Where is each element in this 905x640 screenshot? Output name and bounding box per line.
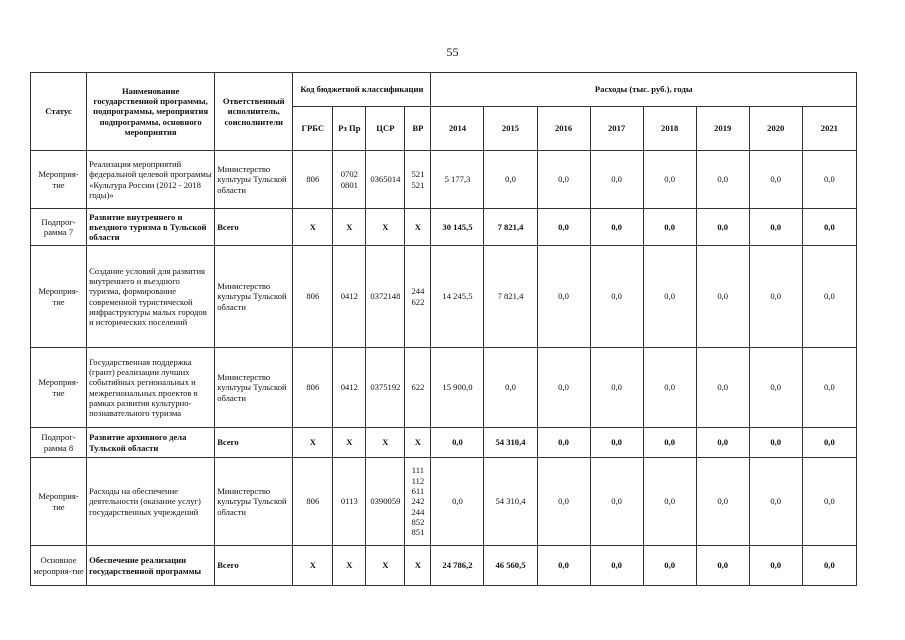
csr-cell: Х (366, 546, 405, 586)
grbs-cell: 806 (293, 348, 333, 428)
table-row (31, 348, 857, 428)
csr-header: ЦСР (366, 107, 405, 151)
grbs-cell: 806 (293, 151, 333, 209)
status-cell: Основное мероприя-тие (31, 546, 87, 586)
vr-cell: 244 622 (405, 246, 431, 348)
year-header-2021: 2021 (802, 107, 856, 151)
value-cell-2017: 0,0 (590, 546, 643, 586)
value-cell-2020: 0,0 (749, 348, 802, 428)
executor-cell: Всего (215, 546, 293, 586)
rzpr-cell: Х (333, 209, 366, 246)
value-cell-2020: 0,0 (749, 246, 802, 348)
value-cell-2014: 24 786,2 (431, 546, 484, 586)
table-row (31, 458, 857, 546)
value-cell-2019: 0,0 (696, 151, 749, 209)
value-cell-2016: 0,0 (537, 348, 590, 428)
value-cell-2014: 15 900,0 (431, 348, 484, 428)
value-cell-2020: 0,0 (749, 458, 802, 546)
value-cell-2014: 30 145,5 (431, 209, 484, 246)
name-cell: Расходы на обеспечение деятельности (оказание услуг) государственных учреждений (87, 458, 215, 546)
status-cell: Мероприя-тие (31, 246, 87, 348)
value-cell-2016: 0,0 (537, 246, 590, 348)
value-cell-2015: 46 560,5 (484, 546, 537, 586)
value-cell-2016: 0,0 (537, 209, 590, 246)
value-cell-2015: 0,0 (484, 151, 537, 209)
value-cell-2015: 54 310,4 (484, 428, 537, 458)
executor-cell: Министерство культуры Тульской области (215, 246, 293, 348)
value-cell-2018: 0,0 (643, 458, 696, 546)
table-row (31, 428, 857, 458)
grbs-cell: 806 (293, 458, 333, 546)
name-header: Наименование государственной программы, подпрограммы, мероприятия подпрограммы, основного мероприятия (87, 73, 215, 151)
status-cell: Мероприя-тие (31, 458, 87, 546)
rzpr-cell: Х (333, 428, 366, 458)
table-row (31, 151, 857, 209)
page-number: 55 (446, 45, 459, 59)
status-header: Статус (31, 73, 87, 151)
name-cell: Развитие внутреннего и въездного туризма в Тульской области (87, 209, 215, 246)
value-cell-2018: 0,0 (643, 428, 696, 458)
name-cell: Создание условий для развития внутреннего и въездного туризма, формирование современной туристической инфраструктуры малых городов и исторических поселений (87, 246, 215, 348)
year-header-2015: 2015 (484, 107, 537, 151)
value-cell-2015: 7 821,4 (484, 209, 537, 246)
value-cell-2014: 14 245,5 (431, 246, 484, 348)
value-cell-2018: 0,0 (643, 546, 696, 586)
name-cell: Развитие архивного дела Тульской области (87, 428, 215, 458)
table-row (31, 209, 857, 246)
table-row (31, 546, 857, 586)
year-header-2020: 2020 (749, 107, 802, 151)
value-cell-2017: 0,0 (590, 428, 643, 458)
value-cell-2021: 0,0 (802, 209, 856, 246)
value-cell-2018: 0,0 (643, 246, 696, 348)
rzpr-cell: 0702 0801 (333, 151, 366, 209)
grbs-cell: 806 (293, 246, 333, 348)
rzpr-cell: 0113 (333, 458, 366, 546)
status-cell: Подпрог-рамма 8 (31, 428, 87, 458)
value-cell-2018: 0,0 (643, 209, 696, 246)
csr-cell: Х (366, 428, 405, 458)
executor-cell: Министерство культуры Тульской области (215, 348, 293, 428)
value-cell-2015: 0,0 (484, 348, 537, 428)
vr-cell: 111 112 611 242 244 852 851 (405, 458, 431, 546)
value-cell-2021: 0,0 (802, 546, 856, 586)
vr-cell: Х (405, 428, 431, 458)
rzpr-cell: 0412 (333, 348, 366, 428)
value-cell-2019: 0,0 (696, 546, 749, 586)
status-cell: Подпрог-рамма 7 (31, 209, 87, 246)
grbs-header: ГРБС (293, 107, 333, 151)
value-cell-2017: 0,0 (590, 246, 643, 348)
value-cell-2015: 54 310,4 (484, 458, 537, 546)
executor-cell: Министерство культуры Тульской области (215, 151, 293, 209)
table-body (31, 151, 857, 586)
year-header-2018: 2018 (643, 107, 696, 151)
executor-cell: Всего (215, 428, 293, 458)
rzpr-header: Рз Пр (333, 107, 366, 151)
value-cell-2016: 0,0 (537, 151, 590, 209)
value-cell-2016: 0,0 (537, 428, 590, 458)
budget-table (30, 72, 857, 586)
value-cell-2020: 0,0 (749, 428, 802, 458)
expenses-header: Расходы (тыс. руб.), годы (431, 73, 857, 107)
value-cell-2016: 0,0 (537, 546, 590, 586)
value-cell-2017: 0,0 (590, 209, 643, 246)
csr-cell: 0365014 (366, 151, 405, 209)
value-cell-2017: 0,0 (590, 151, 643, 209)
budget-code-header: Код бюджетной классификации (293, 73, 431, 107)
vr-cell: Х (405, 209, 431, 246)
csr-cell: Х (366, 209, 405, 246)
year-header-2017: 2017 (590, 107, 643, 151)
vr-cell: Х (405, 546, 431, 586)
value-cell-2019: 0,0 (696, 246, 749, 348)
grbs-cell: Х (293, 428, 333, 458)
value-cell-2021: 0,0 (802, 458, 856, 546)
value-cell-2019: 0,0 (696, 428, 749, 458)
vr-cell: 521 521 (405, 151, 431, 209)
year-header-2016: 2016 (537, 107, 590, 151)
value-cell-2021: 0,0 (802, 151, 856, 209)
csr-cell: 0372148 (366, 246, 405, 348)
value-cell-2017: 0,0 (590, 348, 643, 428)
value-cell-2018: 0,0 (643, 348, 696, 428)
rzpr-cell: Х (333, 546, 366, 586)
name-cell: Государственная поддержка (грант) реализации лучших событийных региональных и межрегиональных проектов в рамках развития культурно-познавательного туризма (87, 348, 215, 428)
value-cell-2020: 0,0 (749, 209, 802, 246)
executor-header: Ответственный исполнитель, соисполнители (215, 73, 293, 151)
vr-header: ВР (405, 107, 431, 151)
value-cell-2019: 0,0 (696, 209, 749, 246)
value-cell-2014: 5 177,3 (431, 151, 484, 209)
table-row (31, 246, 857, 348)
value-cell-2020: 0,0 (749, 151, 802, 209)
value-cell-2014: 0,0 (431, 458, 484, 546)
rzpr-cell: 0412 (333, 246, 366, 348)
status-cell: Мероприя-тие (31, 151, 87, 209)
value-cell-2019: 0,0 (696, 348, 749, 428)
value-cell-2019: 0,0 (696, 458, 749, 546)
status-cell: Мероприя-тие (31, 348, 87, 428)
year-header-2014: 2014 (431, 107, 484, 151)
value-cell-2017: 0,0 (590, 458, 643, 546)
name-cell: Обеспечение реализации государственной программы (87, 546, 215, 586)
header-row-top (31, 73, 857, 107)
executor-cell: Министерство культуры Тульской области (215, 458, 293, 546)
grbs-cell: Х (293, 546, 333, 586)
executor-cell: Всего (215, 209, 293, 246)
value-cell-2015: 7 821,4 (484, 246, 537, 348)
value-cell-2020: 0,0 (749, 546, 802, 586)
grbs-cell: Х (293, 209, 333, 246)
value-cell-2014: 0,0 (431, 428, 484, 458)
csr-cell: 0390059 (366, 458, 405, 546)
value-cell-2021: 0,0 (802, 428, 856, 458)
value-cell-2021: 0,0 (802, 246, 856, 348)
value-cell-2016: 0,0 (537, 458, 590, 546)
csr-cell: 0375192 (366, 348, 405, 428)
name-cell: Реализация мероприятий федеральной целевой программы «Культура России (2012 - 2018 годы)» (87, 151, 215, 209)
year-header-2019: 2019 (696, 107, 749, 151)
vr-cell: 622 (405, 348, 431, 428)
value-cell-2021: 0,0 (802, 348, 856, 428)
value-cell-2018: 0,0 (643, 151, 696, 209)
